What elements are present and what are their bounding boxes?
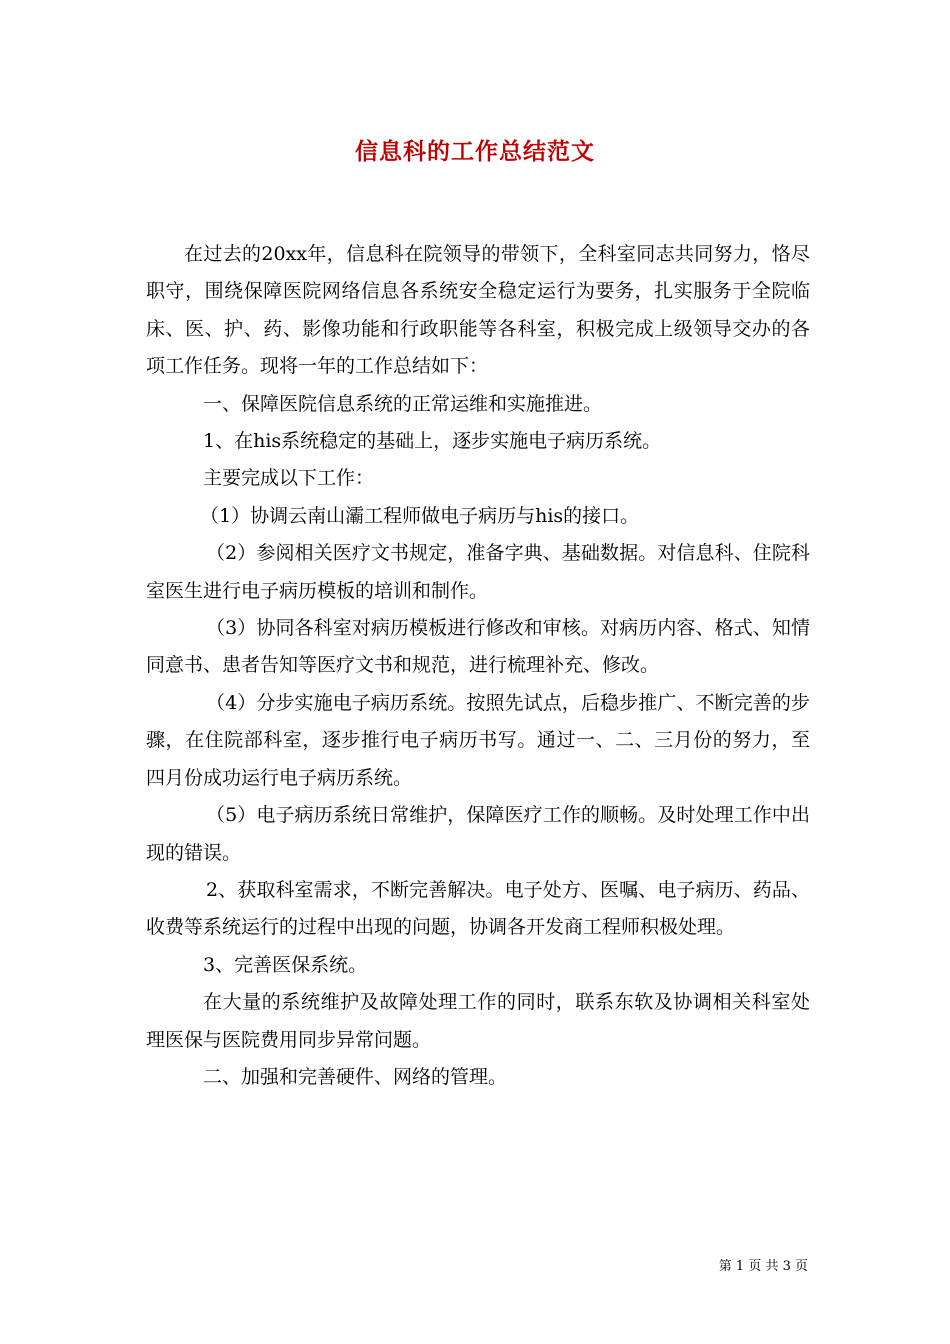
paragraph-item-2: 2、获取科室需求，不断完善解决。电子处方、医嘱、电子病历、药品、收费等系统运行的过程中出现的问题，协调各开发商工程师积极处理。	[146, 878, 810, 939]
list-item-4: （4）分步实施电子病历系统。按照先试点，后稳步推广、不断完善的步骤，在住院部科室，逐步推行电子病历书写。通过一、二、三月份的努力，至四月份成功运行电子病历系统。	[146, 691, 810, 789]
paragraph-intro: 在过去的20xx年，信息科在院领导的带领下，全科室同志共同努力，恪尽职守，围绕保障医院网络信息各系统安全稳定运行为要务，扎实服务于全院临床、医、护、药、影像功能和行政职能等各科室，积极完成上级领导交办的各项工作任务。现将一年的工作总结如下：	[146, 243, 810, 378]
page-footer: 第 1 页 共 3 页	[718, 1259, 808, 1274]
list-item-1: （1）协调云南山灞工程师做电子病历与his的接口。	[200, 504, 640, 527]
list-item-3: （3）协同各科室对病历模板进行修改和审核。对病历内容、格式、知情同意书、患者告知等医疗文书和规范，进行梳理补充、修改。	[146, 617, 810, 677]
list-item-5: （5）电子病历系统日常维护，保障医疗工作的顺畅。及时处理工作中出现的错误。	[146, 804, 810, 864]
heading-section-1: 一、保障医院信息系统的正常运维和实施推进。	[203, 392, 603, 415]
document-title: 信息科的工作总结范文	[355, 138, 595, 165]
heading-item-3: 3、完善医保系统。	[203, 953, 368, 976]
list-item-2: （2）参阅相关医疗文书规定，准备字典、基础数据。对信息科、住院科室医生进行电子病历模板的培训和制作。	[146, 542, 810, 602]
document-body	[146, 236, 810, 1096]
heading-section-2: 二、加强和完善硬件、网络的管理。	[203, 1065, 508, 1088]
paragraph-medical-insurance: 在大量的系统维护及故障处理工作的同时，联系东软及协调相关科室处理医保与医院费用同步异常问题。	[146, 991, 810, 1051]
paragraph-main-work: 主要完成以下工作：	[203, 467, 375, 490]
heading-item-1: 1、在his系统稳定的基础上，逐步实施电子病历系统。	[203, 430, 662, 453]
